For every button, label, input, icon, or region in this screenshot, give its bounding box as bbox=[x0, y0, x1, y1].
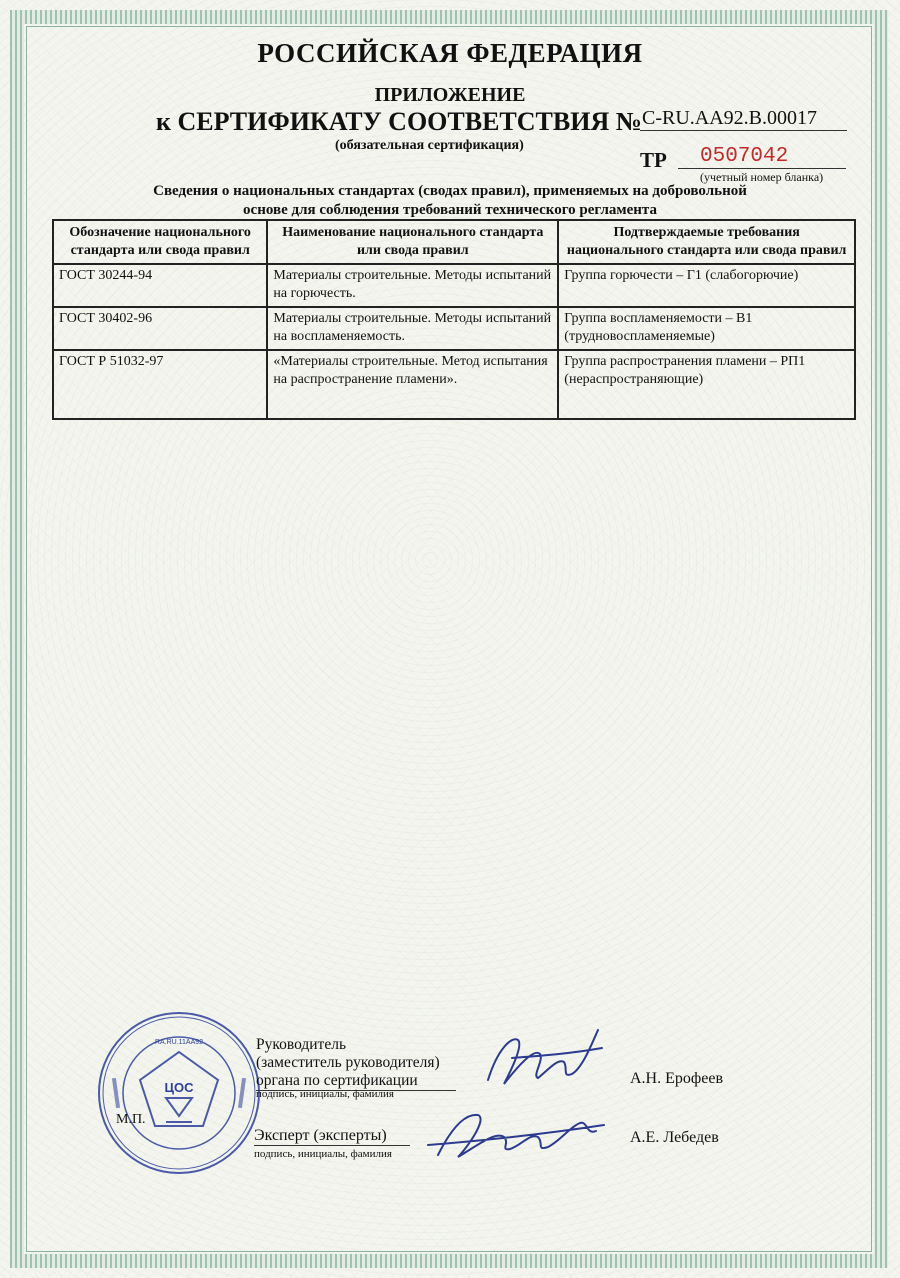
stamp-registry: RA.RU.11АА92 bbox=[154, 1039, 204, 1046]
table-row bbox=[53, 350, 855, 419]
head-signature-caption: подпись, инициалы, фамилия bbox=[256, 1088, 394, 1100]
head-role-line3: органа по сертификации bbox=[256, 1072, 418, 1089]
section-title-line1: Сведения о национальных стандартах (сводах правил), применяемых на добровольной bbox=[153, 183, 747, 199]
country-title: РОССИЙСКАЯ ФЕДЕРАЦИЯ bbox=[257, 38, 643, 68]
certification-type: (обязательная сертификация) bbox=[335, 138, 524, 153]
expert-signature bbox=[418, 1105, 608, 1165]
standard-name: Материалы строительные. Методы испытаний на горючесть. bbox=[267, 264, 558, 307]
standard-code: ГОСТ 30402-96 bbox=[53, 307, 267, 350]
expert-name: А.Е. Лебедев bbox=[630, 1129, 719, 1146]
seal-stamp bbox=[94, 1008, 264, 1178]
column-header-code: Обозначение национального стандарта или свода правил bbox=[53, 220, 267, 264]
tr-label: ТР bbox=[640, 148, 667, 172]
standard-name: Материалы строительные. Методы испытаний на воспламеняемость. bbox=[267, 307, 558, 350]
table-row bbox=[53, 307, 855, 350]
head-role-line1: Руководитель bbox=[256, 1036, 347, 1053]
standard-requirement: Группа горючести – Г1 (слабогорючие) bbox=[558, 264, 855, 307]
table-header-row bbox=[53, 220, 855, 264]
standard-code: ГОСТ 30244-94 bbox=[53, 264, 267, 307]
table-row bbox=[53, 264, 855, 307]
standard-requirement: Группа распространения пламени – РП1 (нераспространяющие) bbox=[558, 350, 855, 419]
standard-requirement: Группа воспламеняемости – В1 (трудновоспламеняемые) bbox=[558, 307, 855, 350]
appendix-title: ПРИЛОЖЕНИЕ bbox=[374, 84, 526, 106]
standard-name: «Материалы строительные. Метод испытания на распространение пламени». bbox=[267, 350, 558, 419]
blank-number-caption: (учетный номер бланка) bbox=[700, 170, 824, 184]
column-header-name: Наименование национального стандарта или свода правил bbox=[267, 220, 558, 264]
stamp-emblem: ЦОС bbox=[164, 1080, 194, 1095]
section-title bbox=[0, 182, 900, 220]
certificate-title: к СЕРТИФИКАТУ СООТВЕТСТВИЯ № bbox=[156, 107, 642, 136]
head-role-line2: (заместитель руководителя) bbox=[256, 1054, 440, 1071]
head-name: А.Н. Ерофеев bbox=[630, 1070, 724, 1087]
head-signature bbox=[478, 1018, 608, 1098]
column-header-requirement: Подтверждаемые требования национального стандарта или свода правил bbox=[558, 220, 855, 264]
standards-table bbox=[52, 219, 856, 420]
blank-number: 0507042 bbox=[678, 145, 846, 169]
expert-role: Эксперт (эксперты) bbox=[254, 1127, 410, 1146]
standard-code: ГОСТ Р 51032-97 bbox=[53, 350, 267, 419]
certificate-number: С-RU.АА92.В.00017 bbox=[640, 107, 847, 131]
section-title-line2: основе для соблюдения требований технического регламента bbox=[243, 202, 657, 218]
expert-signature-caption: подпись, инициалы, фамилия bbox=[254, 1148, 392, 1160]
stamp-place-label: М.П. bbox=[116, 1112, 146, 1127]
head-role bbox=[256, 1036, 456, 1091]
